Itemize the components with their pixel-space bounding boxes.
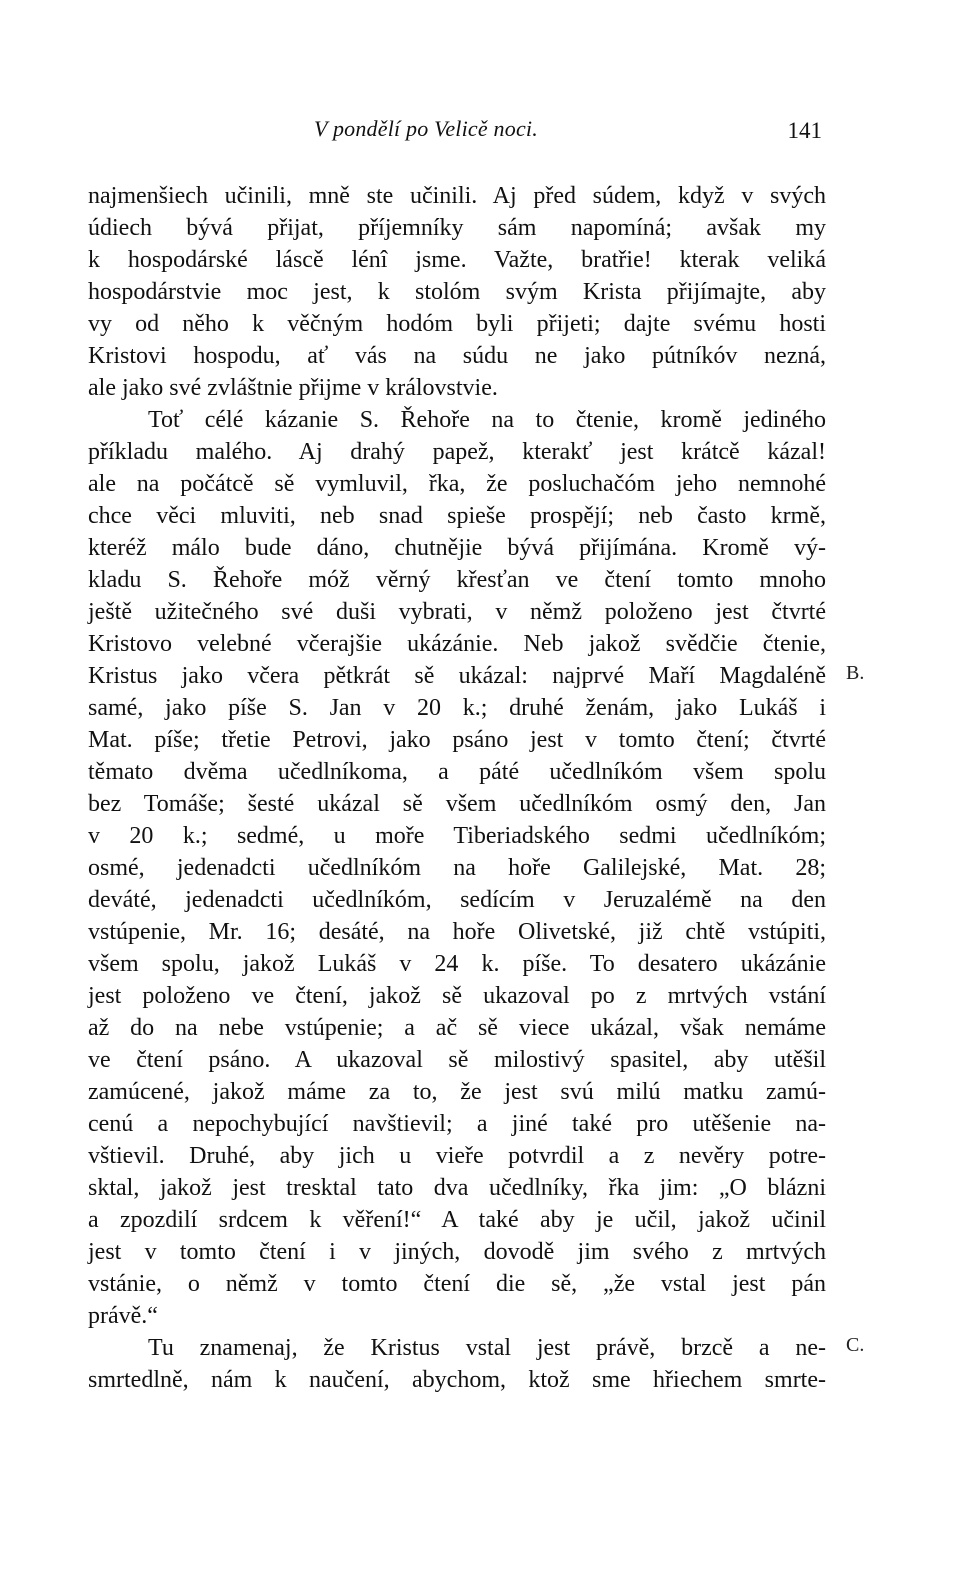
text-line-24: vstúpenie, Mr. 16; desáté, na hoře Olivetské, již chtě vstúpiti, (88, 919, 826, 945)
text-line-25: všem spolu, jakož Lukáš v 24 k. píše. To desatero ukázánie (88, 951, 826, 977)
text-line-13: kladu S. Řehoře móž věrný křesťan ve čtení tomto mnoho (88, 567, 826, 593)
text-line-2: údiech bývá přijat, příjemníky sám napomíná; avšak my (88, 215, 826, 241)
text-line-10: ale na počátcě sě vymluvil, řka, že posluchačóm jeho nemnohé (88, 471, 826, 497)
text-line-8: Toť célé kázanie S. Řehoře na to čtenie, kromě jediného (148, 407, 826, 433)
page-number: 141 (787, 118, 822, 143)
text-line-21: v 20 k.; sedmé, u moře Tiberiadského sedmi učedlníkóm; (88, 823, 826, 849)
text-line-17: samé, jako píše S. Jan v 20 k.; druhé ženám, jako Lukáš i (88, 695, 826, 721)
text-line-26: jest položeno ve čtení, jakož sě ukazoval po z mrtvých vstání (88, 983, 826, 1009)
text-line-9: příkladu malého. Aj drahý papež, kterakť jest krátcě kázal! (88, 439, 826, 465)
text-line-33: a zpozdilí srdcem k věření!“ A také aby je učil, jakož učinil (88, 1207, 826, 1233)
text-line-35: vstánie, o němž v tomto čtení die sě, „že vstal jest pán (88, 1271, 826, 1297)
text-line-32: sktal, jakož jest tresktal tato dva učedlníky, řka jim: „O blázni (88, 1175, 826, 1201)
text-line-29: zamúcené, jakož máme za to, že jest svú milú matku zamú- (88, 1079, 826, 1105)
text-line-37: Tu znamenaj, že Kristus vstal jest právě, brzcě a ne- (148, 1335, 826, 1361)
text-line-5: vy od něho k věčným hodóm byli přijeti; dajte svému hosti (88, 311, 826, 337)
running-title: V pondělí po Velicě noci. (314, 116, 538, 141)
text-line-12: kteréž málo bude dáno, chutnějie bývá přijímána. Kromě vý- (88, 535, 826, 561)
text-line-3: k hospodárské láscě lénî jsme. Važte, bratřie! kterak veliká (88, 247, 826, 273)
margin-note-c: C. (846, 1334, 865, 1356)
text-line-28: ve čtení psáno. A ukazoval sě milostivý spasitel, aby utěšil (88, 1047, 826, 1073)
margin-note-b: B. (846, 662, 865, 684)
text-line-34: jest v tomto čtení i v jiných, dovodě jim svého z mrtvých (88, 1239, 826, 1265)
text-line-1: najmenšiech učinili, mně ste učinili. Aj před súdem, když v svých (88, 183, 826, 209)
text-line-11: chce věci mluviti, neb snad spieše prospějí; neb často krmě, (88, 503, 826, 529)
text-line-6: Kristovi hospodu, ať vás na súdu ne jako pútníkóv nezná, (88, 343, 826, 369)
text-line-22: osmé, jedenadcti učedlníkóm na hoře Galilejské, Mat. 28; (88, 855, 826, 881)
text-line-16: Kristus jako včera pětkrát sě ukázal: najprvé Maří Magdaléně (88, 663, 826, 689)
text-line-15: Kristovo velebné včerajšie ukázánie. Neb jakož svědčie čtenie, (88, 631, 826, 657)
text-line-14: ještě užitečného své duši vybrati, v němž položeno jest čtvrté (88, 599, 826, 625)
text-line-4: hospodárstvie moc jest, k stolóm svým Krista přijímajte, aby (88, 279, 826, 305)
text-line-30: cenú a nepochybující navštievil; a jiné také pro utěšenie na- (88, 1111, 826, 1137)
text-line-7: ale jako své zvláštnie přijme v královstvie. (88, 375, 498, 401)
text-line-20: bez Tomáše; šesté ukázal sě všem učedlníkóm osmý den, Jan (88, 791, 826, 817)
text-line-19: těmato dvěma učedlníkoma, a páté učedlníkóm všem spolu (88, 759, 826, 785)
text-line-31: vštievil. Druhé, aby jich u vieře potvrdil a z nevěry potre- (88, 1143, 826, 1169)
text-line-23: deváté, jedenadcti učedlníkóm, sedícím v Jeruzalémě na den (88, 887, 826, 913)
text-line-36: právě.“ (88, 1303, 158, 1329)
text-line-38: smrtedlně, nám k naučení, abychom, ktož sme hřiechem smrte- (88, 1367, 826, 1393)
text-line-18: Mat. píše; třetie Petrovi, jako psáno jest v tomto čtení; čtvrté (88, 727, 826, 753)
text-line-27: až do na nebe vstúpenie; a ač sě viece ukázal, však nemáme (88, 1015, 826, 1041)
page-header (88, 116, 826, 150)
